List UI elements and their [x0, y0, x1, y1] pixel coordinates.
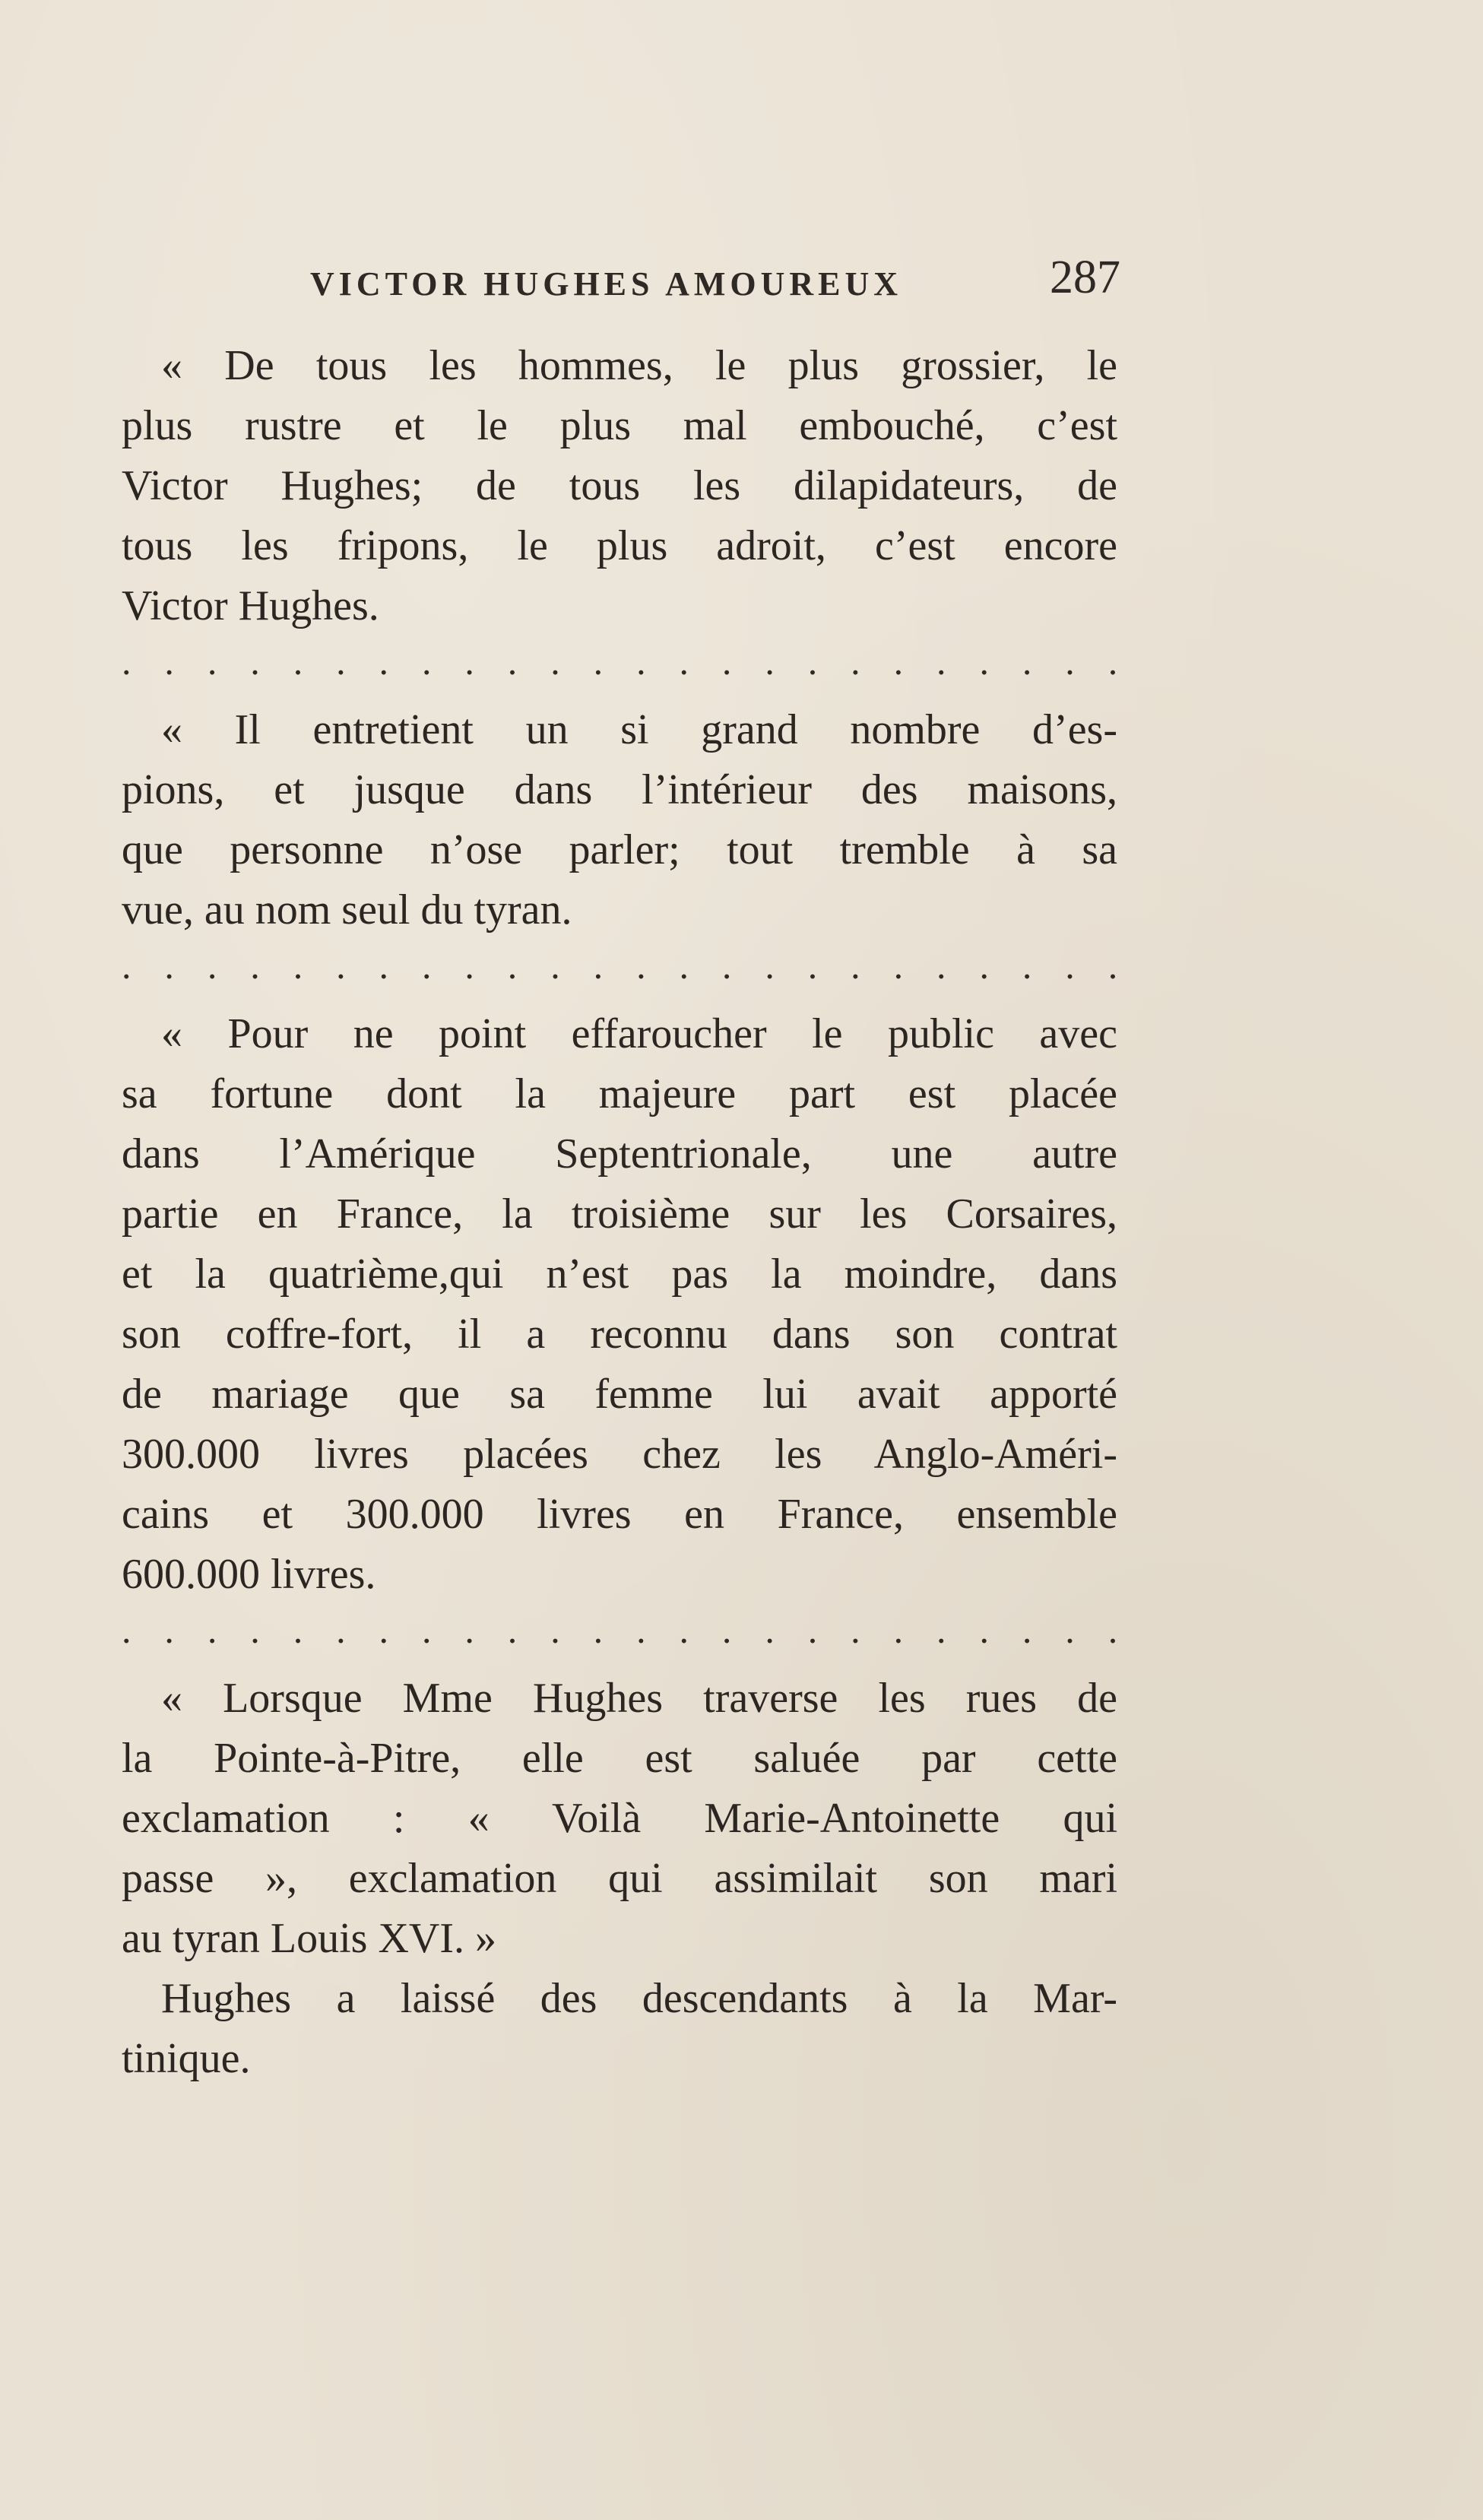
ellipsis-row: . . . . . . . . . . . . . . . . . . . . . . . .: [122, 1609, 1118, 1651]
text-line: plus rustre et le plus mal embouché, c’est: [122, 402, 1117, 449]
running-head: [122, 251, 1120, 319]
text-line: Victor Hughes.: [122, 582, 379, 629]
text-line: et la quatrième,qui n’est pas la moindre, dans: [122, 1250, 1117, 1298]
text-line: de mariage que sa femme lui avait apporté: [122, 1371, 1117, 1418]
paragraph-4: [122, 1669, 1117, 1969]
book-page: [122, 251, 1120, 2089]
paragraph-5: [122, 1969, 1117, 2089]
text-line: « De tous les hommes, le plus grossier, le: [161, 342, 1117, 389]
text-line: 600.000 livres.: [122, 1551, 376, 1598]
text-line: exclamation : « Voilà Marie-Antoinette qui: [122, 1795, 1117, 1842]
text-line: passe », exclamation qui assimilait son mari: [122, 1855, 1117, 1902]
text-line: Hughes a laissé des descendants à la Mar-: [161, 1975, 1117, 2022]
text-line: que personne n’ose parler; tout tremble à sa: [122, 826, 1117, 873]
paragraph-2: [122, 700, 1117, 940]
text-line: partie en France, la troisième sur les Corsaires,: [122, 1190, 1117, 1238]
text-line: vue, au nom seul du tyran.: [122, 886, 572, 934]
text-line: cains et 300.000 livres en France, ensemble: [122, 1491, 1117, 1538]
text-line: sa fortune dont la majeure part est placée: [122, 1070, 1117, 1117]
text-line: pions, et jusque dans l’intérieur des maisons,: [122, 766, 1117, 813]
text-line: « Lorsque Mme Hughes traverse les rues de: [161, 1675, 1117, 1722]
text-line: Victor Hughes; de tous les dilapidateurs, de: [122, 462, 1117, 509]
text-line: « Il entretient un si grand nombre d’es-: [161, 706, 1117, 753]
text-line: tous les fripons, le plus adroit, c’est encore: [122, 522, 1117, 569]
ellipsis-row: . . . . . . . . . . . . . . . . . . . . . . . .: [122, 944, 1118, 987]
page-number: 287: [1050, 252, 1120, 303]
text-line: 300.000 livres placées chez les Anglo-Améri-: [122, 1431, 1117, 1478]
text-line: « Pour ne point effaroucher le public avec: [161, 1010, 1117, 1057]
text-line: tinique.: [122, 2035, 251, 2082]
text-line: au tyran Louis XVI. »: [122, 1915, 497, 1962]
paragraph-3: [122, 1004, 1117, 1605]
paragraph-1: [122, 336, 1117, 636]
running-title: VICTOR HUGHES AMOUREUX: [310, 265, 903, 303]
text-line: son coffre-fort, il a reconnu dans son contrat: [122, 1311, 1117, 1358]
ellipsis-row: . . . . . . . . . . . . . . . . . . . . . . . .: [122, 640, 1118, 683]
text-line: dans l’Amérique Septentrionale, une autre: [122, 1130, 1117, 1178]
text-line: la Pointe-à-Pitre, elle est saluée par cette: [122, 1735, 1117, 1782]
